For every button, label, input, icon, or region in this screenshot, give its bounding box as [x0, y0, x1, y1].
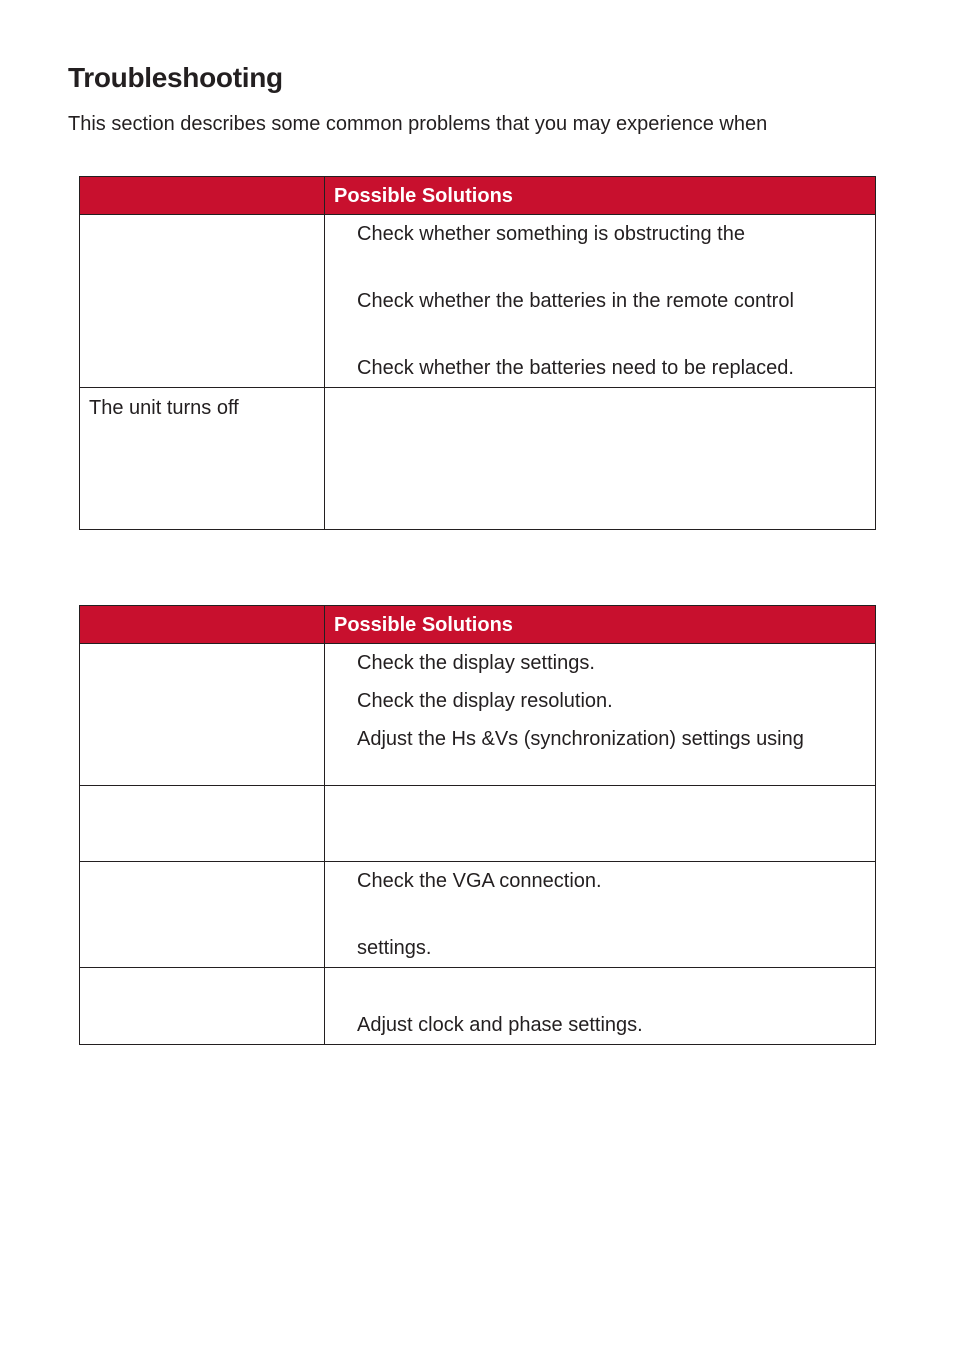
table-row — [80, 862, 876, 968]
solutions-cell — [325, 388, 876, 530]
solution-item: Check the VGA connection. — [357, 870, 602, 892]
problem-cell — [80, 786, 325, 862]
header-solutions-label: Possible Solutions — [334, 185, 513, 207]
solution-item: Check whether something is obstructing the — [357, 223, 745, 245]
solutions-cell — [325, 968, 876, 1045]
solution-item: Check whether the batteries need to be replaced. — [357, 357, 794, 379]
problem-cell — [80, 644, 325, 786]
header-solutions-cell — [325, 606, 876, 644]
problem-cell — [80, 215, 325, 388]
solution-item: Check whether the batteries in the remote control — [357, 290, 794, 312]
table-row — [80, 388, 876, 530]
problem-text — [80, 862, 324, 869]
solution-item: Check the display settings. — [357, 652, 595, 674]
solutions-cell — [325, 215, 876, 388]
problem-text — [80, 215, 324, 222]
header-problem-label — [80, 606, 324, 614]
problem-text: The unit turns off — [89, 397, 239, 419]
table-row — [80, 215, 876, 388]
solutions-cell — [325, 862, 876, 968]
solutions-cell — [325, 786, 876, 862]
header-solutions-cell — [325, 177, 876, 215]
solution-item: Adjust clock and phase settings. — [357, 1014, 643, 1036]
page-title: Troubleshooting — [68, 62, 283, 93]
header-problem-cell — [80, 177, 325, 215]
troubleshooting-table-1 — [79, 176, 876, 530]
problem-cell — [80, 968, 325, 1045]
header-problem-cell — [80, 606, 325, 644]
problem-text — [80, 968, 324, 975]
header-solutions-label: Possible Solutions — [334, 614, 513, 636]
solution-item: Adjust the Hs &Vs (synchronization) settings using — [357, 728, 804, 750]
solutions-cell — [325, 644, 876, 786]
table-row — [80, 786, 876, 862]
table-header-row — [80, 606, 876, 644]
problem-text — [80, 786, 324, 793]
table-row — [80, 968, 876, 1045]
solution-item: settings. — [357, 937, 432, 959]
solution-item: Check the display resolution. — [357, 690, 613, 712]
table-row — [80, 644, 876, 786]
problem-cell — [80, 862, 325, 968]
intro-paragraph: This section describes some common problems that you may experience when — [68, 113, 768, 135]
troubleshooting-table-2 — [79, 605, 876, 1045]
problem-text — [80, 644, 324, 651]
problem-cell — [80, 388, 325, 530]
header-problem-label — [80, 177, 324, 185]
table-header-row — [80, 177, 876, 215]
solution-item — [325, 968, 875, 1006]
